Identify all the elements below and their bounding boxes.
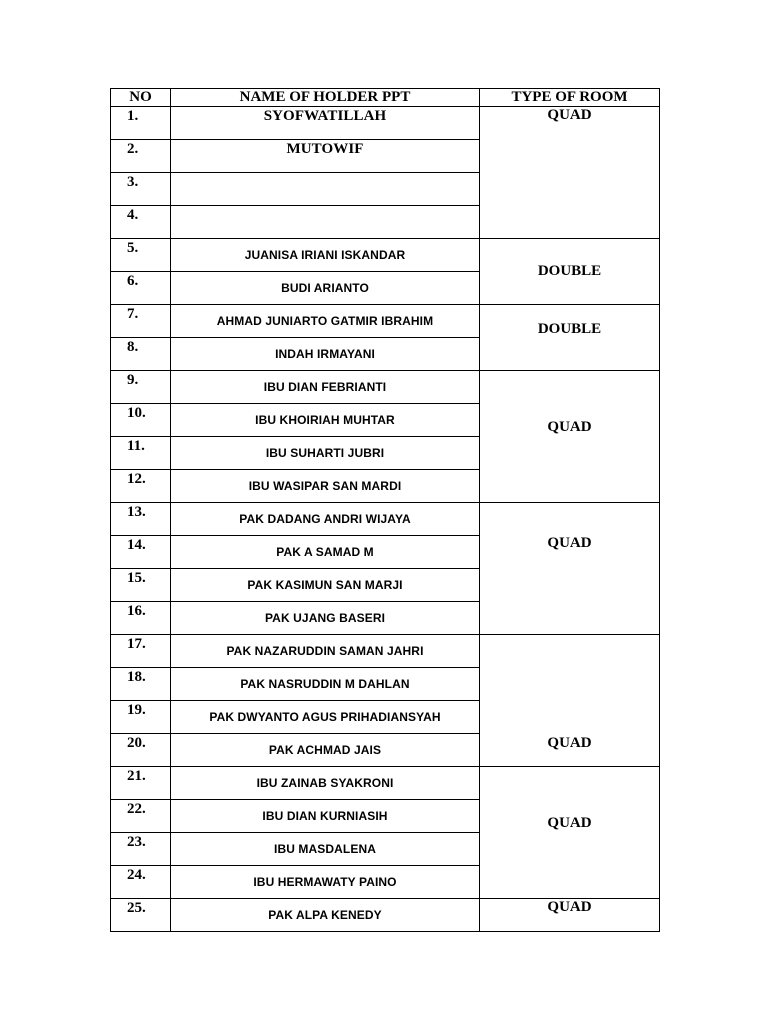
holder-name: JUANISA IRIANI ISKANDAR: [171, 239, 480, 272]
room-type: [480, 635, 660, 767]
row-number: 21.: [111, 767, 171, 800]
holder-name: INDAH IRMAYANI: [171, 338, 480, 371]
table-row: [111, 635, 660, 668]
holder-name: PAK NAZARUDDIN SAMAN JAHRI: [171, 635, 480, 668]
row-number: 7.: [111, 305, 171, 338]
holder-name: BUDI ARIANTO: [171, 272, 480, 305]
row-number: 9.: [111, 371, 171, 404]
holder-name: IBU HERMAWATY PAINO: [171, 866, 480, 899]
holder-name: IBU DIAN KURNIASIH: [171, 800, 480, 833]
row-number: 17.: [111, 635, 171, 668]
row-number: 24.: [111, 866, 171, 899]
row-number: 13.: [111, 503, 171, 536]
room-type-label: QUAD: [547, 419, 592, 435]
holder-name: PAK NASRUDDIN M DAHLAN: [171, 668, 480, 701]
room-type: [480, 899, 660, 932]
holder-name: IBU DIAN FEBRIANTI: [171, 371, 480, 404]
row-number: 6.: [111, 272, 171, 305]
row-number: 14.: [111, 536, 171, 569]
holder-name: [171, 173, 480, 206]
table-row: [111, 503, 660, 536]
header-no: NO: [111, 89, 171, 107]
room-type-label: QUAD: [547, 107, 592, 123]
table-row: [111, 305, 660, 338]
holder-name: PAK UJANG BASERI: [171, 602, 480, 635]
table-row: [111, 899, 660, 932]
room-type-label: QUAD: [547, 735, 592, 751]
holder-name: IBU KHOIRIAH MUHTAR: [171, 404, 480, 437]
room-allocation-table: [110, 88, 660, 932]
row-number: 3.: [111, 173, 171, 206]
holder-name: PAK DWYANTO AGUS PRIHADIANSYAH: [171, 701, 480, 734]
holder-name: SYOFWATILLAH: [171, 107, 480, 140]
holder-name: PAK ALPA KENEDY: [171, 899, 480, 932]
table-row: [111, 767, 660, 800]
room-type: [480, 107, 660, 239]
room-type-label: DOUBLE: [537, 321, 602, 337]
holder-name: IBU MASDALENA: [171, 833, 480, 866]
holder-name: IBU SUHARTI JUBRI: [171, 437, 480, 470]
row-number: 23.: [111, 833, 171, 866]
room-type: [480, 371, 660, 503]
row-number: 20.: [111, 734, 171, 767]
table-row: [111, 371, 660, 404]
holder-name: IBU ZAINAB SYAKRONI: [171, 767, 480, 800]
header-row: [111, 89, 660, 107]
header-name: NAME OF HOLDER PPT: [171, 89, 480, 107]
row-number: 10.: [111, 404, 171, 437]
row-number: 19.: [111, 701, 171, 734]
row-number: 18.: [111, 668, 171, 701]
room-type-label: QUAD: [547, 815, 592, 831]
header-type: TYPE OF ROOM: [480, 89, 660, 107]
room-type-label: QUAD: [547, 535, 592, 551]
room-type: [480, 503, 660, 635]
holder-name: AHMAD JUNIARTO GATMIR IBRAHIM: [171, 305, 480, 338]
room-type: [480, 239, 660, 305]
holder-name: PAK KASIMUN SAN MARJI: [171, 569, 480, 602]
table-row: [111, 239, 660, 272]
row-number: 16.: [111, 602, 171, 635]
row-number: 11.: [111, 437, 171, 470]
table-row: [111, 107, 660, 140]
holder-name: PAK ACHMAD JAIS: [171, 734, 480, 767]
room-type: [480, 305, 660, 371]
holder-name: [171, 206, 480, 239]
row-number: 8.: [111, 338, 171, 371]
row-number: 12.: [111, 470, 171, 503]
row-number: 25.: [111, 899, 171, 932]
row-number: 4.: [111, 206, 171, 239]
holder-name: PAK A SAMAD M: [171, 536, 480, 569]
row-number: 2.: [111, 140, 171, 173]
holder-name: IBU WASIPAR SAN MARDI: [171, 470, 480, 503]
row-number: 1.: [111, 107, 171, 140]
row-number: 15.: [111, 569, 171, 602]
room-type-label: DOUBLE: [537, 263, 602, 279]
holder-name: PAK DADANG ANDRI WIJAYA: [171, 503, 480, 536]
room-type: [480, 767, 660, 899]
holder-name: MUTOWIF: [171, 140, 480, 173]
row-number: 5.: [111, 239, 171, 272]
row-number: 22.: [111, 800, 171, 833]
room-type-label: QUAD: [547, 899, 592, 915]
